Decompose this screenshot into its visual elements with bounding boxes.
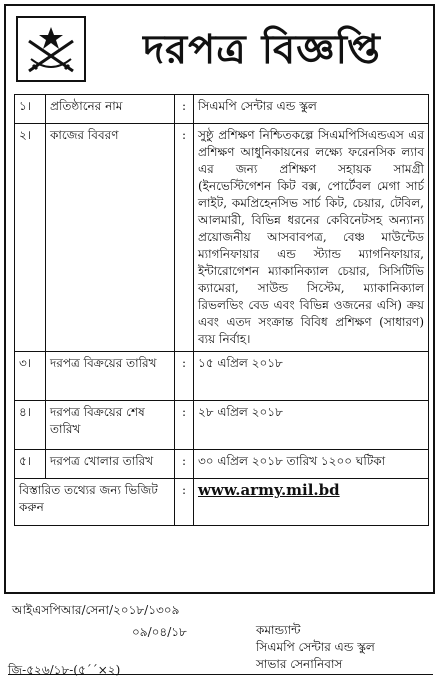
table-row [15,450,429,479]
notice-title: দরপত্র বিজ্ঞপ্তি [143,26,381,73]
row-value: ২৮ এপ্রিল ২০১৮ [194,401,429,450]
row-colon: : [175,352,194,401]
row-number: ২। [15,124,46,352]
row-value: সিএমপি সেন্টার এন্ড স্কুল [194,95,429,124]
issue-date: ০৯/০৪/১৮ [132,625,187,639]
row-colon: : [175,124,194,352]
signatory-org: সিএমপি সেন্টার এন্ড স্কুল [256,640,375,654]
row-number: ৩। [15,352,46,401]
row-value: ১৫ এপ্রিল ২০১৮ [194,352,429,401]
visit-label: বিস্তারিত তথ্যের জন্য ভিজিট করুন [15,479,175,526]
row-colon: : [175,450,194,479]
notice-frame [4,4,435,594]
notice-footer [0,598,441,693]
row-label: দরপত্র খোলার তারিখ [46,450,175,479]
row-label: কাজের বিবরণ [46,124,175,352]
signatory-place: সাভার সেনানিবাস [256,657,343,671]
row-colon: : [175,95,194,124]
website-link[interactable]: www.army.mil.bd [198,481,340,499]
footer-divider [8,674,433,675]
row-label: দরপত্র বিক্রয়ের শেষ তারিখ [46,401,175,450]
row-label: দরপত্র বিক্রয়ের তারিখ [46,352,175,401]
row-colon: : [175,479,194,526]
visit-value [194,479,429,526]
army-emblem-icon [16,16,86,82]
row-label: প্রতিষ্ঠানের নাম [46,95,175,124]
row-value: ৩০ এপ্রিল ২০১৮ তারিখ ১২০০ ঘটিকা [194,450,429,479]
row-number: ৫। [15,450,46,479]
table-row [15,124,429,352]
notice-header [6,6,433,94]
signatory-block [256,622,375,673]
tender-details-table [14,94,429,526]
signatory-title: কমান্ড্যান্ট [256,623,301,637]
row-colon: : [175,401,194,450]
row-number: ১। [15,95,46,124]
table-row [15,95,429,124]
table-row [15,401,429,450]
crossed-swords-icon [21,21,81,77]
reference-number: আইএসপিআর/সেনা/২০১৮/১৩০৯ [12,603,180,617]
table-row [15,352,429,401]
row-number: ৪। [15,401,46,450]
print-code: জি-৫২৬/১৮-(৫´´×২) [8,663,121,677]
table-row [15,479,429,526]
row-value: সুষ্ঠু প্রশিক্ষণ নিশ্চিতকল্পে সিএমপিসিএন্ডএস এর প্রশিক্ষণ আধুনিকায়নের লক্ষ্যে ফরেনসিক ল্যাব এর জন্য প্রশিক্ষণ সহায়ক সামগ্রী (ইনভেস্টিগেশন কিট বক্স, পোর্টেবল মেগা সার্চ লাইট, কমপ্রিহেনসিভ সার্চ কিট, চেয়ার, টেবিল, আলমারী, বিভিন্ন ধরনের কেবিনেটসহ অন্যান্য প্রয়োজনীয় আসবাবপত্র, বেঞ্চ মাউন্টেড ম্যাগনিফায়ার এন্ড স্ট্যান্ড ম্যাগনিফায়ার, ইন্টারোগেশন ম্যাকানিক্যাল চেয়ার, সিসিটিভি ক্যামেরা, সাউন্ড সিস্টেম, ম্যাকানিক্যাল রিভলভিং বেড এবং বিভিন্ন ওজনের এসি) ক্রয় এবং এতদ সংক্রান্ত বিবিধ প্রশিক্ষণ (সাধারণ) ব্যয় নির্বাহ। [194,124,429,352]
